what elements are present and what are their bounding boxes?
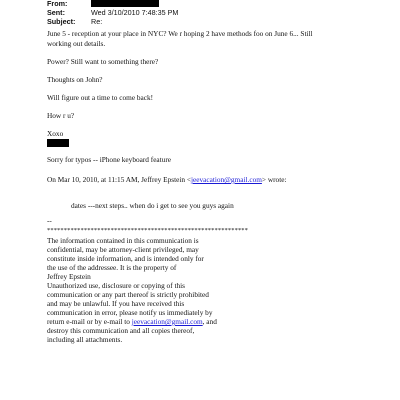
- footer-stars: ************************************************************: [47, 227, 248, 234]
- disclaimer-line-9: communication in error, please notify us immediately by: [47, 308, 213, 317]
- signoff: Xoxo: [47, 129, 64, 138]
- body-line-6: How r u?: [47, 111, 75, 120]
- disclaimer-line-6: Unauthorized use, disclosure or copying of this: [47, 281, 186, 290]
- body-line-2: working out details.: [47, 39, 106, 48]
- body-line-3: Power? Still want to something there?: [47, 57, 159, 66]
- disclaimer-line-4: the use of the addressee. It is the property of: [47, 263, 177, 272]
- disclaimer-line-12: including all attachments.: [47, 335, 123, 344]
- footer-dashes: --: [47, 216, 52, 225]
- signature-redaction: [47, 139, 69, 147]
- disclaimer-email-link[interactable]: jeevacation@gmail.com: [131, 317, 203, 326]
- sent-label: Sent:: [47, 8, 65, 17]
- body-line-1: June 5 - reception at your place in NYC? We r hoping 2 have methods foo on June 6... Still: [47, 29, 313, 38]
- body-line-4: Thoughts on John?: [47, 75, 103, 84]
- disclaimer-line-10: [47, 317, 217, 326]
- disclaimer-line-11: destroy this communication and all copies thereof,: [47, 326, 195, 335]
- quote-intro-suffix: > wrote:: [261, 175, 287, 184]
- quote-email-link[interactable]: jeevacation@gmail.com: [190, 175, 262, 184]
- disclaimer-line-7: communication or any part thereof is strictly prohibited: [47, 290, 209, 299]
- from-label: From:: [47, 0, 68, 8]
- body-line-5: Will figure out a time to come back!: [47, 93, 154, 102]
- disclaimer-line-3: constitute inside information, and is intended only for: [47, 254, 204, 263]
- quote-intro: [47, 175, 287, 184]
- subject-label: Subject:: [47, 17, 76, 26]
- from-redaction: [91, 0, 159, 7]
- disclaimer-line-8: and may be unlawful. If you have received this: [47, 299, 185, 308]
- disclaimer-line-10-prefix: return e-mail or by e-mail to: [47, 317, 132, 326]
- quoted-text: dates ---next steps.. when do i get to see you guys again: [71, 201, 234, 210]
- disclaimer-line-1: The information contained in this communication is: [47, 236, 199, 245]
- disclaimer-line-2: confidential, may be attorney-client privileged, may: [47, 245, 199, 254]
- disclaimer-line-5: Jeffrey Epstein: [47, 272, 91, 281]
- sent-value: Wed 3/10/2010 7:48:35 PM: [91, 8, 179, 17]
- quote-intro-prefix: On Mar 10, 2010, at 11:15 AM, Jeffrey Epstein <: [47, 175, 191, 184]
- disclaimer-line-10-suffix: , and: [202, 317, 217, 326]
- typos-note: Sorry for typos -- iPhone keyboard feature: [47, 155, 172, 164]
- subject-value: Re:: [91, 17, 103, 26]
